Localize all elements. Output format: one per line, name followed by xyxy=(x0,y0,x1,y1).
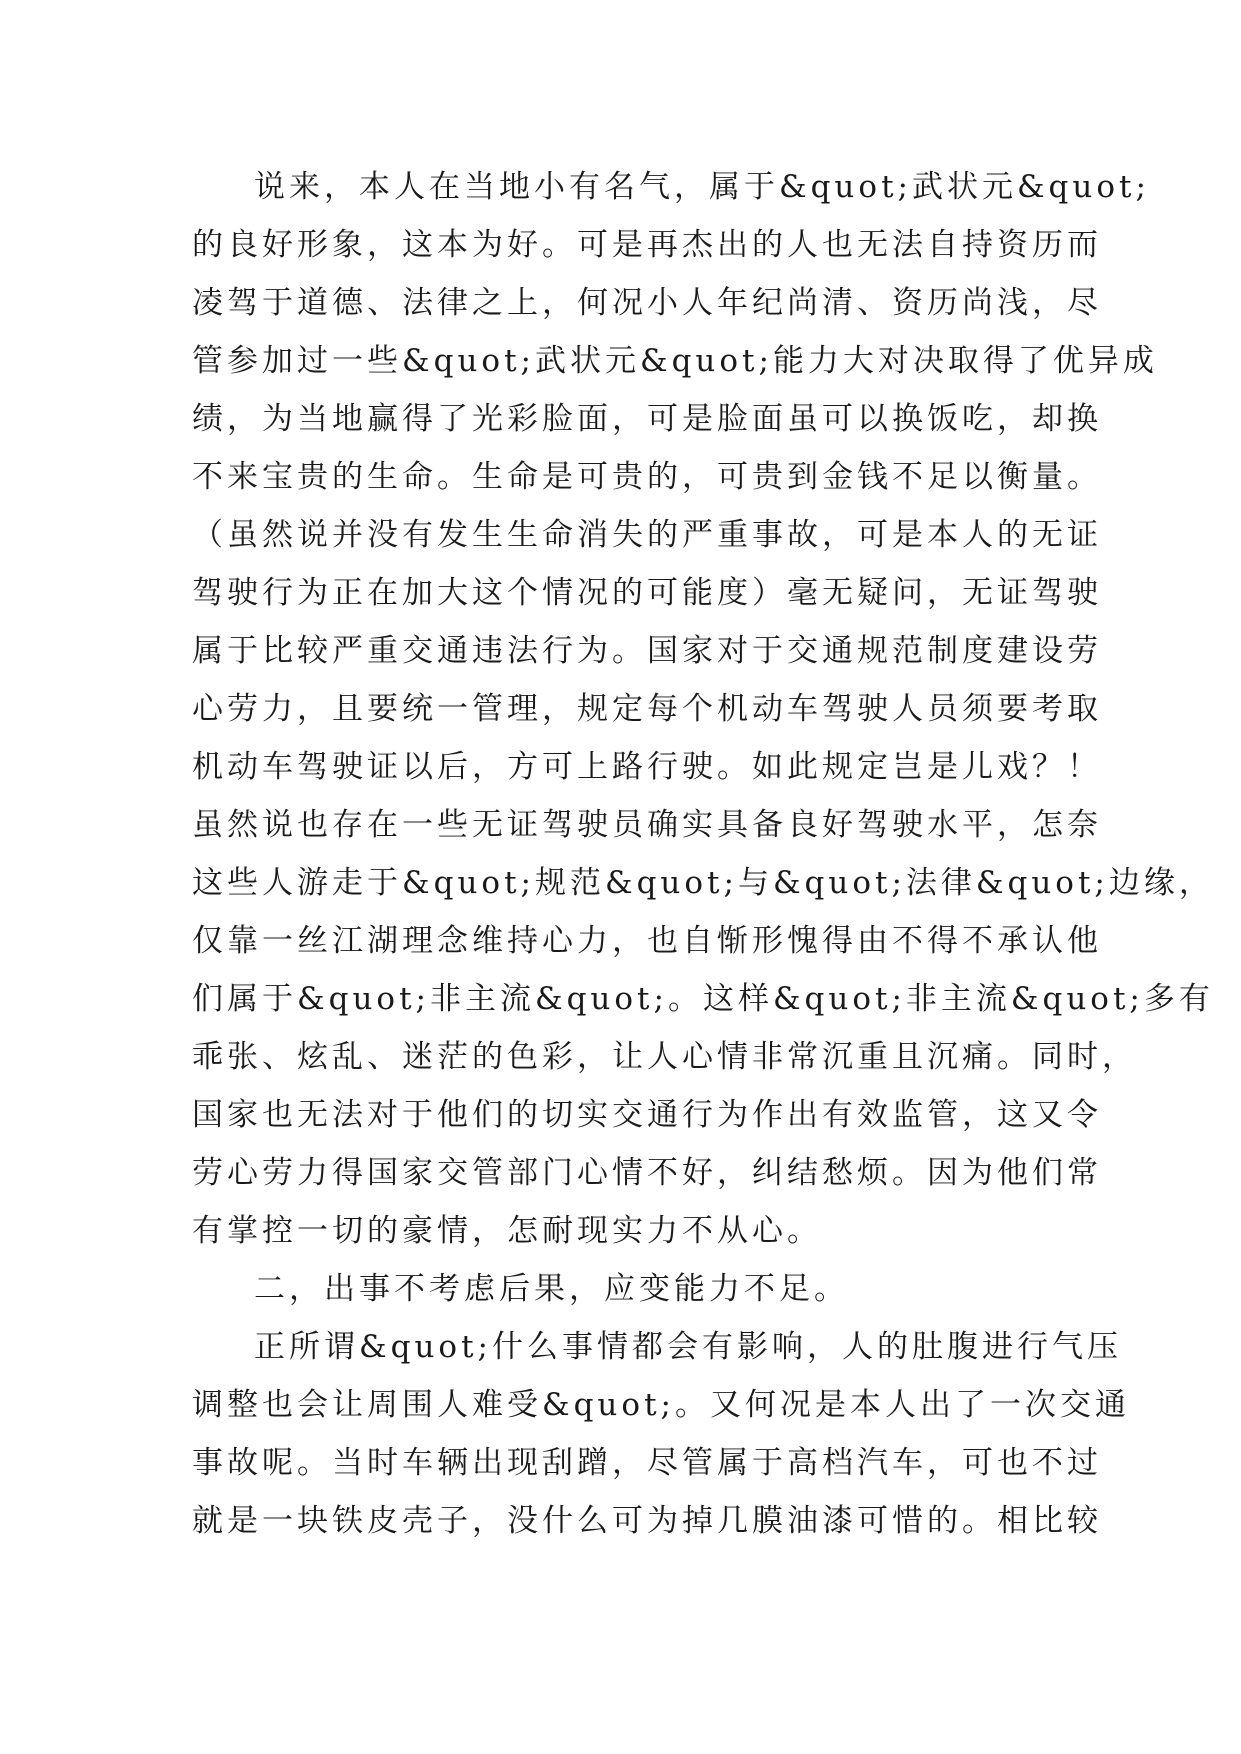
text-line-paragraph-start: 正所谓&quot;什么事情都会有影响，人的肚腹进行气压 xyxy=(254,1329,1122,1365)
body-text xyxy=(192,158,1214,1550)
text-line: 凌驾于道德、法律之上，何况小人年纪尚清、资历尚浅，尽 xyxy=(192,285,1102,321)
text-line: 管参加过一些&quot;武状元&quot;能力大对决取得了优异成 xyxy=(192,343,1158,379)
text-line: 有掌控一切的豪情，怎耐现实力不从心。 xyxy=(192,1213,822,1249)
text-line: 国家也无法对于他们的切实交通行为作出有效监管，这又令 xyxy=(192,1097,1102,1133)
text-line: 心劳力，且要统一管理，规定每个机动车驾驶人员须要考取 xyxy=(192,691,1102,727)
text-line: 绩，为当地赢得了光彩脸面，可是脸面虽可以换饭吃，却换 xyxy=(192,401,1102,437)
text-line: 就是一块铁皮壳子，没什么可为掉几膜油漆可惜的。相比较 xyxy=(192,1503,1102,1539)
text-line: 乖张、炫乱、迷茫的色彩，让人心情非常沉重且沉痛。同时， xyxy=(192,1039,1137,1075)
text-line: 这些人游走于&quot;规范&quot;与&quot;法律&quot;边缘， xyxy=(192,865,1214,901)
text-line: 虽然说也存在一些无证驾驶员确实具备良好驾驶水平，怎奈 xyxy=(192,807,1102,843)
text-line-paragraph-start: 说来，本人在当地小有名气，属于&quot;武状元&quot; xyxy=(254,169,1150,205)
text-line: 机动车驾驶证以后，方可上路行驶。如此规定岂是儿戏？！ xyxy=(192,749,1102,785)
text-line: （虽然说并没有发生生命消失的严重事故，可是本人的无证 xyxy=(192,517,1102,553)
text-line: 事故呢。当时车辆出现刮蹭，尽管属于高档汽车，可也不过 xyxy=(192,1445,1102,1481)
text-line: 驾驶行为正在加大这个情况的可能度）毫无疑问，无证驾驶 xyxy=(192,575,1102,611)
text-line: 属于比较严重交通违法行为。国家对于交通规范制度建设劳 xyxy=(192,633,1102,669)
text-line: 的良好形象，这本为好。可是再杰出的人也无法自持资历而 xyxy=(192,227,1102,263)
text-line: 不来宝贵的生命。生命是可贵的，可贵到金钱不足以衡量。 xyxy=(192,459,1102,495)
text-line: 们属于&quot;非主流&quot;。这样&quot;非主流&quot;多有 xyxy=(192,981,1214,1017)
text-line: 调整也会让周围人难受&quot;。又何况是本人出了一次交通 xyxy=(192,1387,1130,1423)
text-line: 仅靠一丝江湖理念维持心力，也自惭形愧得由不得不承认他 xyxy=(192,923,1102,959)
text-line: 劳心劳力得国家交管部门心情不好，纠结愁烦。因为他们常 xyxy=(192,1155,1102,1191)
section-heading: 二，出事不考虑后果，应变能力不足。 xyxy=(254,1271,849,1307)
